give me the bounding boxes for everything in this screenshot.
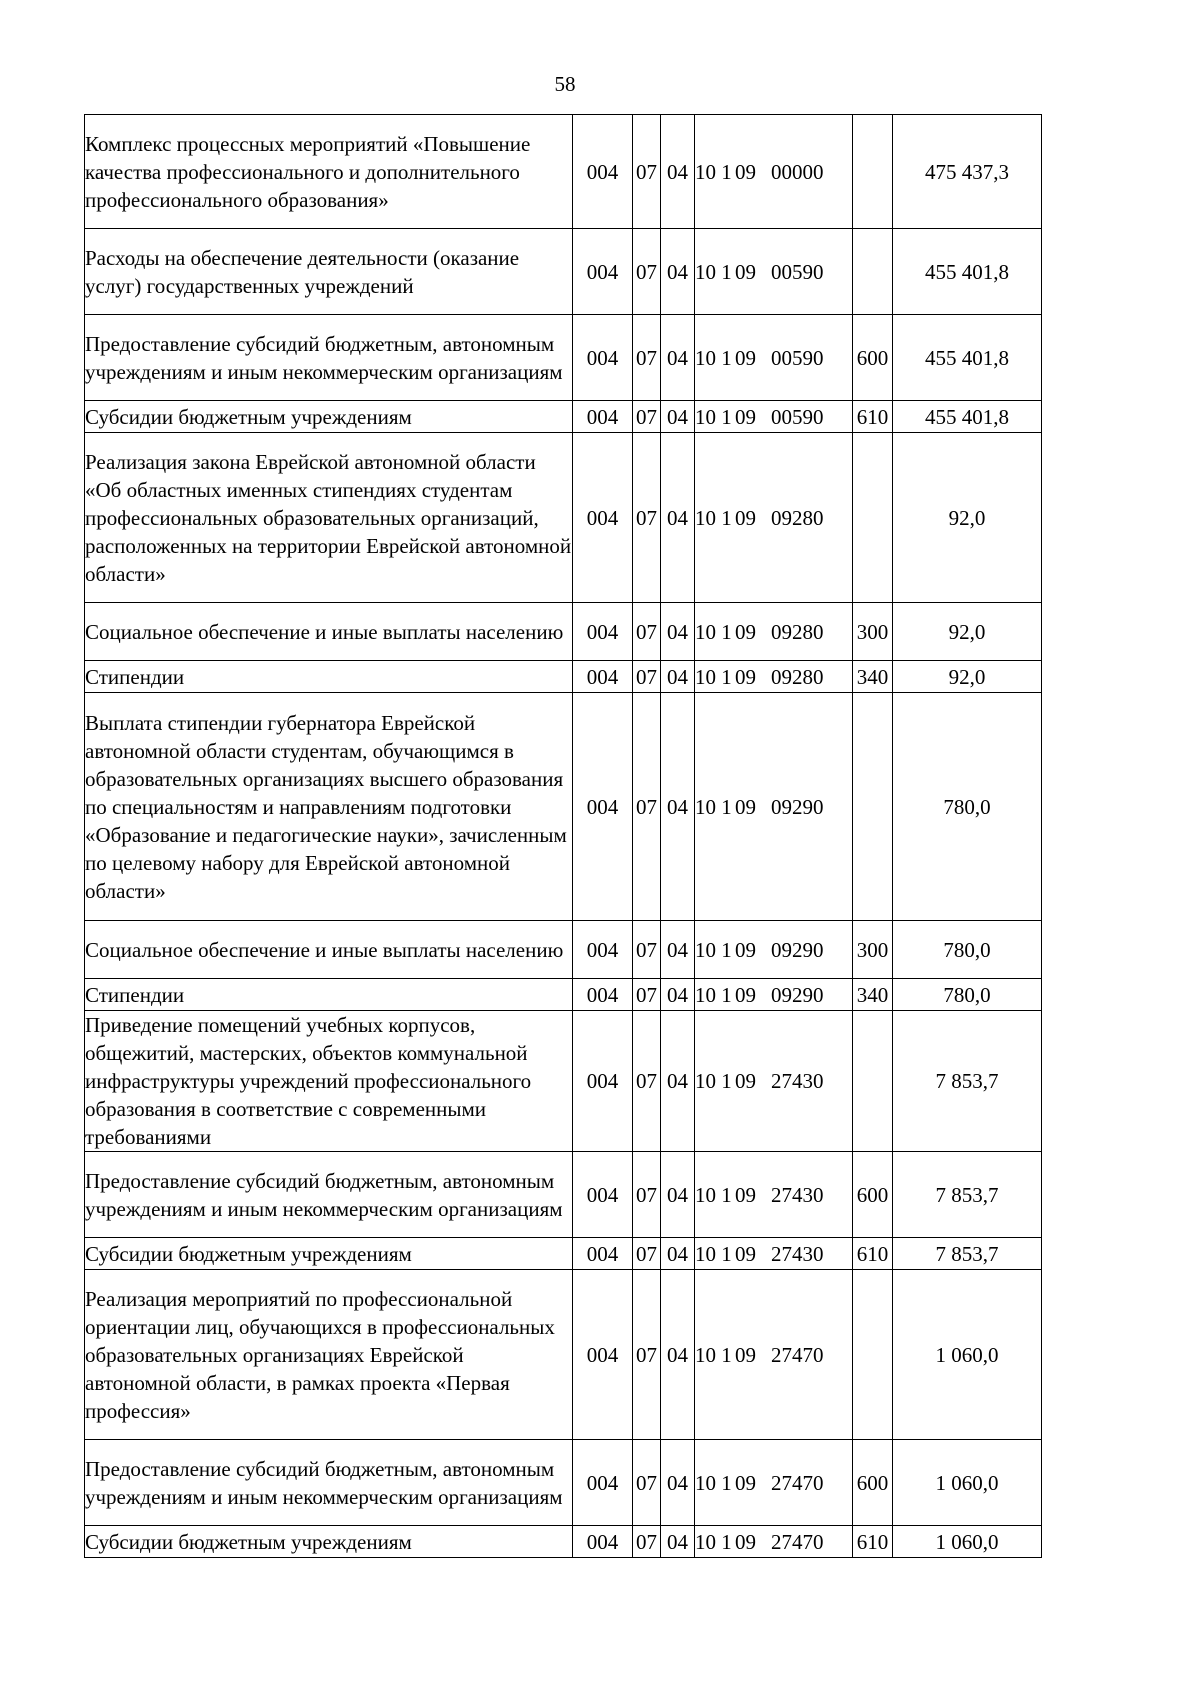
- amount: 7 853,7: [893, 1011, 1042, 1152]
- code-grbs: 004: [573, 979, 633, 1011]
- code-section: 07: [633, 979, 661, 1011]
- code-target-article: [695, 693, 853, 921]
- amount: 475 437,3: [893, 115, 1042, 229]
- target-article-part: 09290: [771, 794, 824, 819]
- target-article-part: 09280: [771, 664, 824, 689]
- code-expense-type: [853, 229, 893, 315]
- table-body: [85, 115, 1042, 1558]
- code-target-article: [695, 1238, 853, 1270]
- target-article-part: 09290: [771, 982, 824, 1007]
- target-article-part: 09: [735, 1470, 756, 1495]
- amount: 1 060,0: [893, 1526, 1042, 1558]
- code-expense-type: 600: [853, 315, 893, 401]
- code-target-article: [695, 315, 853, 401]
- table-row: [85, 693, 1042, 921]
- target-article-part: 00590: [771, 404, 824, 429]
- row-name: Предоставление субсидий бюджетным, автономным учреждениям и иным некоммерческим организациям: [85, 1152, 573, 1238]
- row-name: Социальное обеспечение и иные выплаты населению: [85, 603, 573, 661]
- code-section: 07: [633, 661, 661, 693]
- code-section: 07: [633, 1152, 661, 1238]
- row-name: Субсидии бюджетным учреждениям: [85, 401, 573, 433]
- target-article-part: 10 1: [695, 1470, 732, 1495]
- target-article-part: 09: [735, 1241, 756, 1266]
- code-target-article: [695, 1526, 853, 1558]
- table-row: [85, 1238, 1042, 1270]
- target-article-part: 27430: [771, 1069, 824, 1093]
- code-section: 07: [633, 1440, 661, 1526]
- code-target-article: [695, 229, 853, 315]
- row-name: Субсидии бюджетным учреждениям: [85, 1526, 573, 1558]
- row-name: Стипендии: [85, 979, 573, 1011]
- amount: 92,0: [893, 661, 1042, 693]
- target-article-part: 10 1: [695, 159, 732, 184]
- code-expense-type: 600: [853, 1440, 893, 1526]
- amount: 780,0: [893, 693, 1042, 921]
- code-expense-type: 300: [853, 921, 893, 979]
- row-name: Предоставление субсидий бюджетным, автономным учреждениям и иным некоммерческим организациям: [85, 315, 573, 401]
- target-article-part: 10 1: [695, 1529, 732, 1554]
- row-name: Субсидии бюджетным учреждениям: [85, 1238, 573, 1270]
- target-article-part: 27470: [771, 1342, 824, 1367]
- code-subsection: 04: [661, 315, 695, 401]
- target-article-part: 10 1: [695, 794, 732, 819]
- code-expense-type: [853, 115, 893, 229]
- code-expense-type: [853, 693, 893, 921]
- code-grbs: 004: [573, 433, 633, 603]
- target-article-part: 10 1: [695, 664, 732, 689]
- row-name: Приведение помещений учебных корпусов, общежитий, мастерских, объектов коммунальной инфраструктуры учреждений профессионального образования в соответствие с современными требованиями: [85, 1011, 573, 1152]
- amount: 455 401,8: [893, 401, 1042, 433]
- target-article-part: 27430: [771, 1182, 824, 1207]
- row-name: Стипендии: [85, 661, 573, 693]
- code-grbs: 004: [573, 229, 633, 315]
- target-article-part: 09: [735, 1182, 756, 1207]
- amount: 455 401,8: [893, 229, 1042, 315]
- code-subsection: 04: [661, 979, 695, 1011]
- code-grbs: 004: [573, 115, 633, 229]
- target-article-part: 10 1: [695, 937, 732, 962]
- code-section: 07: [633, 401, 661, 433]
- target-article-part: 27470: [771, 1470, 824, 1495]
- row-name: Реализация мероприятий по профессиональной ориентации лиц, обучающихся в профессиональных образовательных организациях Еврейской автономной области, в рамках проекта «Первая профессия»: [85, 1270, 573, 1440]
- target-article-part: 09: [735, 1069, 756, 1093]
- target-article-part: 27470: [771, 1529, 824, 1554]
- code-grbs: 004: [573, 1270, 633, 1440]
- code-subsection: 04: [661, 1526, 695, 1558]
- code-expense-type: 340: [853, 979, 893, 1011]
- code-target-article: [695, 1440, 853, 1526]
- code-section: 07: [633, 229, 661, 315]
- table-row: [85, 1440, 1042, 1526]
- table-row: [85, 433, 1042, 603]
- code-subsection: 04: [661, 693, 695, 921]
- target-article-part: 09: [735, 982, 756, 1007]
- target-article-part: 09: [735, 404, 756, 429]
- code-target-article: [695, 115, 853, 229]
- target-article-part: 10 1: [695, 982, 732, 1007]
- amount: 780,0: [893, 979, 1042, 1011]
- row-name: Социальное обеспечение и иные выплаты населению: [85, 921, 573, 979]
- target-article-part: 10 1: [695, 1342, 732, 1367]
- code-subsection: 04: [661, 603, 695, 661]
- row-name: Выплата стипендии губернатора Еврейской автономной области студентам, обучающимся в образовательных организациях высшего образования по специальностям и направлениям подготовки «Образование и педагогические науки», зачисленным по целевому набору для Еврейской автономной области»: [85, 693, 573, 921]
- target-article-part: 09: [735, 505, 756, 530]
- row-name: Реализация закона Еврейской автономной области «Об областных именных стипендиях студентам профессиональных образовательных организаций, расположенных на территории Еврейской автономной области»: [85, 433, 573, 603]
- code-target-article: [695, 1152, 853, 1238]
- table-row: [85, 229, 1042, 315]
- amount: 92,0: [893, 603, 1042, 661]
- code-subsection: 04: [661, 1440, 695, 1526]
- code-expense-type: [853, 1011, 893, 1152]
- target-article-part: 27430: [771, 1241, 824, 1266]
- target-article-part: 00590: [771, 259, 824, 284]
- table-row: [85, 401, 1042, 433]
- code-subsection: 04: [661, 1270, 695, 1440]
- code-subsection: 04: [661, 1011, 695, 1152]
- code-target-article: [695, 401, 853, 433]
- table-row: [85, 1526, 1042, 1558]
- code-subsection: 04: [661, 1152, 695, 1238]
- code-section: 07: [633, 1270, 661, 1440]
- amount: 455 401,8: [893, 315, 1042, 401]
- target-article-part: 00000: [771, 159, 824, 184]
- target-article-part: 09: [735, 345, 756, 370]
- target-article-part: 09: [735, 1342, 756, 1367]
- code-grbs: 004: [573, 1152, 633, 1238]
- code-subsection: 04: [661, 921, 695, 979]
- amount: 7 853,7: [893, 1152, 1042, 1238]
- table-row: [85, 1270, 1042, 1440]
- target-article-part: 10 1: [695, 619, 732, 644]
- target-article-part: 10 1: [695, 345, 732, 370]
- target-article-part: 00590: [771, 345, 824, 370]
- code-expense-type: 340: [853, 661, 893, 693]
- code-expense-type: [853, 1270, 893, 1440]
- code-grbs: 004: [573, 921, 633, 979]
- code-target-article: [695, 661, 853, 693]
- code-target-article: [695, 433, 853, 603]
- amount: 92,0: [893, 433, 1042, 603]
- code-target-article: [695, 921, 853, 979]
- code-grbs: 004: [573, 1011, 633, 1152]
- code-subsection: 04: [661, 115, 695, 229]
- target-article-part: 10 1: [695, 404, 732, 429]
- table-row: [85, 115, 1042, 229]
- table-row: [85, 661, 1042, 693]
- code-expense-type: 610: [853, 401, 893, 433]
- code-grbs: 004: [573, 1526, 633, 1558]
- code-section: 07: [633, 693, 661, 921]
- code-section: 07: [633, 315, 661, 401]
- target-article-part: 09290: [771, 937, 824, 962]
- code-section: 07: [633, 1526, 661, 1558]
- row-name: Расходы на обеспечение деятельности (оказание услуг) государственных учреждений: [85, 229, 573, 315]
- target-article-part: 09: [735, 794, 756, 819]
- amount: 780,0: [893, 921, 1042, 979]
- code-subsection: 04: [661, 1238, 695, 1270]
- code-grbs: 004: [573, 603, 633, 661]
- code-expense-type: 610: [853, 1526, 893, 1558]
- code-grbs: 004: [573, 1440, 633, 1526]
- code-subsection: 04: [661, 661, 695, 693]
- code-target-article: [695, 1011, 853, 1152]
- code-expense-type: [853, 433, 893, 603]
- code-target-article: [695, 603, 853, 661]
- table-row: [85, 1011, 1042, 1152]
- code-expense-type: 300: [853, 603, 893, 661]
- target-article-part: 10 1: [695, 1241, 732, 1266]
- row-name: Комплекс процессных мероприятий «Повышение качества профессионального и дополнительного профессионального образования»: [85, 115, 573, 229]
- amount: 7 853,7: [893, 1238, 1042, 1270]
- target-article-part: 10 1: [695, 1182, 732, 1207]
- target-article-part: 10 1: [695, 505, 732, 530]
- code-target-article: [695, 1270, 853, 1440]
- target-article-part: 09: [735, 664, 756, 689]
- code-subsection: 04: [661, 433, 695, 603]
- amount: 1 060,0: [893, 1440, 1042, 1526]
- code-section: 07: [633, 921, 661, 979]
- code-subsection: 04: [661, 401, 695, 433]
- target-article-part: 09280: [771, 619, 824, 644]
- code-section: 07: [633, 115, 661, 229]
- amount: 1 060,0: [893, 1270, 1042, 1440]
- code-expense-type: 600: [853, 1152, 893, 1238]
- table-row: [85, 921, 1042, 979]
- budget-table: [84, 114, 1042, 1558]
- target-article-part: 10 1: [695, 259, 732, 284]
- target-article-part: 09: [735, 159, 756, 184]
- page-number: 58: [554, 72, 576, 96]
- code-subsection: 04: [661, 229, 695, 315]
- code-grbs: 004: [573, 661, 633, 693]
- code-grbs: 004: [573, 401, 633, 433]
- code-section: 07: [633, 1011, 661, 1152]
- code-grbs: 004: [573, 315, 633, 401]
- table-row: [85, 1152, 1042, 1238]
- code-target-article: [695, 979, 853, 1011]
- target-article-part: 09: [735, 937, 756, 962]
- code-expense-type: 610: [853, 1238, 893, 1270]
- code-section: 07: [633, 1238, 661, 1270]
- target-article-part: 10 1: [695, 1069, 732, 1093]
- target-article-part: 09280: [771, 505, 824, 530]
- target-article-part: 09: [735, 619, 756, 644]
- target-article-part: 09: [735, 259, 756, 284]
- row-name: Предоставление субсидий бюджетным, автономным учреждениям и иным некоммерческим организациям: [85, 1440, 573, 1526]
- code-grbs: 004: [573, 693, 633, 921]
- table-row: [85, 315, 1042, 401]
- code-grbs: 004: [573, 1238, 633, 1270]
- code-section: 07: [633, 603, 661, 661]
- code-section: 07: [633, 433, 661, 603]
- table-row: [85, 979, 1042, 1011]
- table-row: [85, 603, 1042, 661]
- target-article-part: 09: [735, 1529, 756, 1554]
